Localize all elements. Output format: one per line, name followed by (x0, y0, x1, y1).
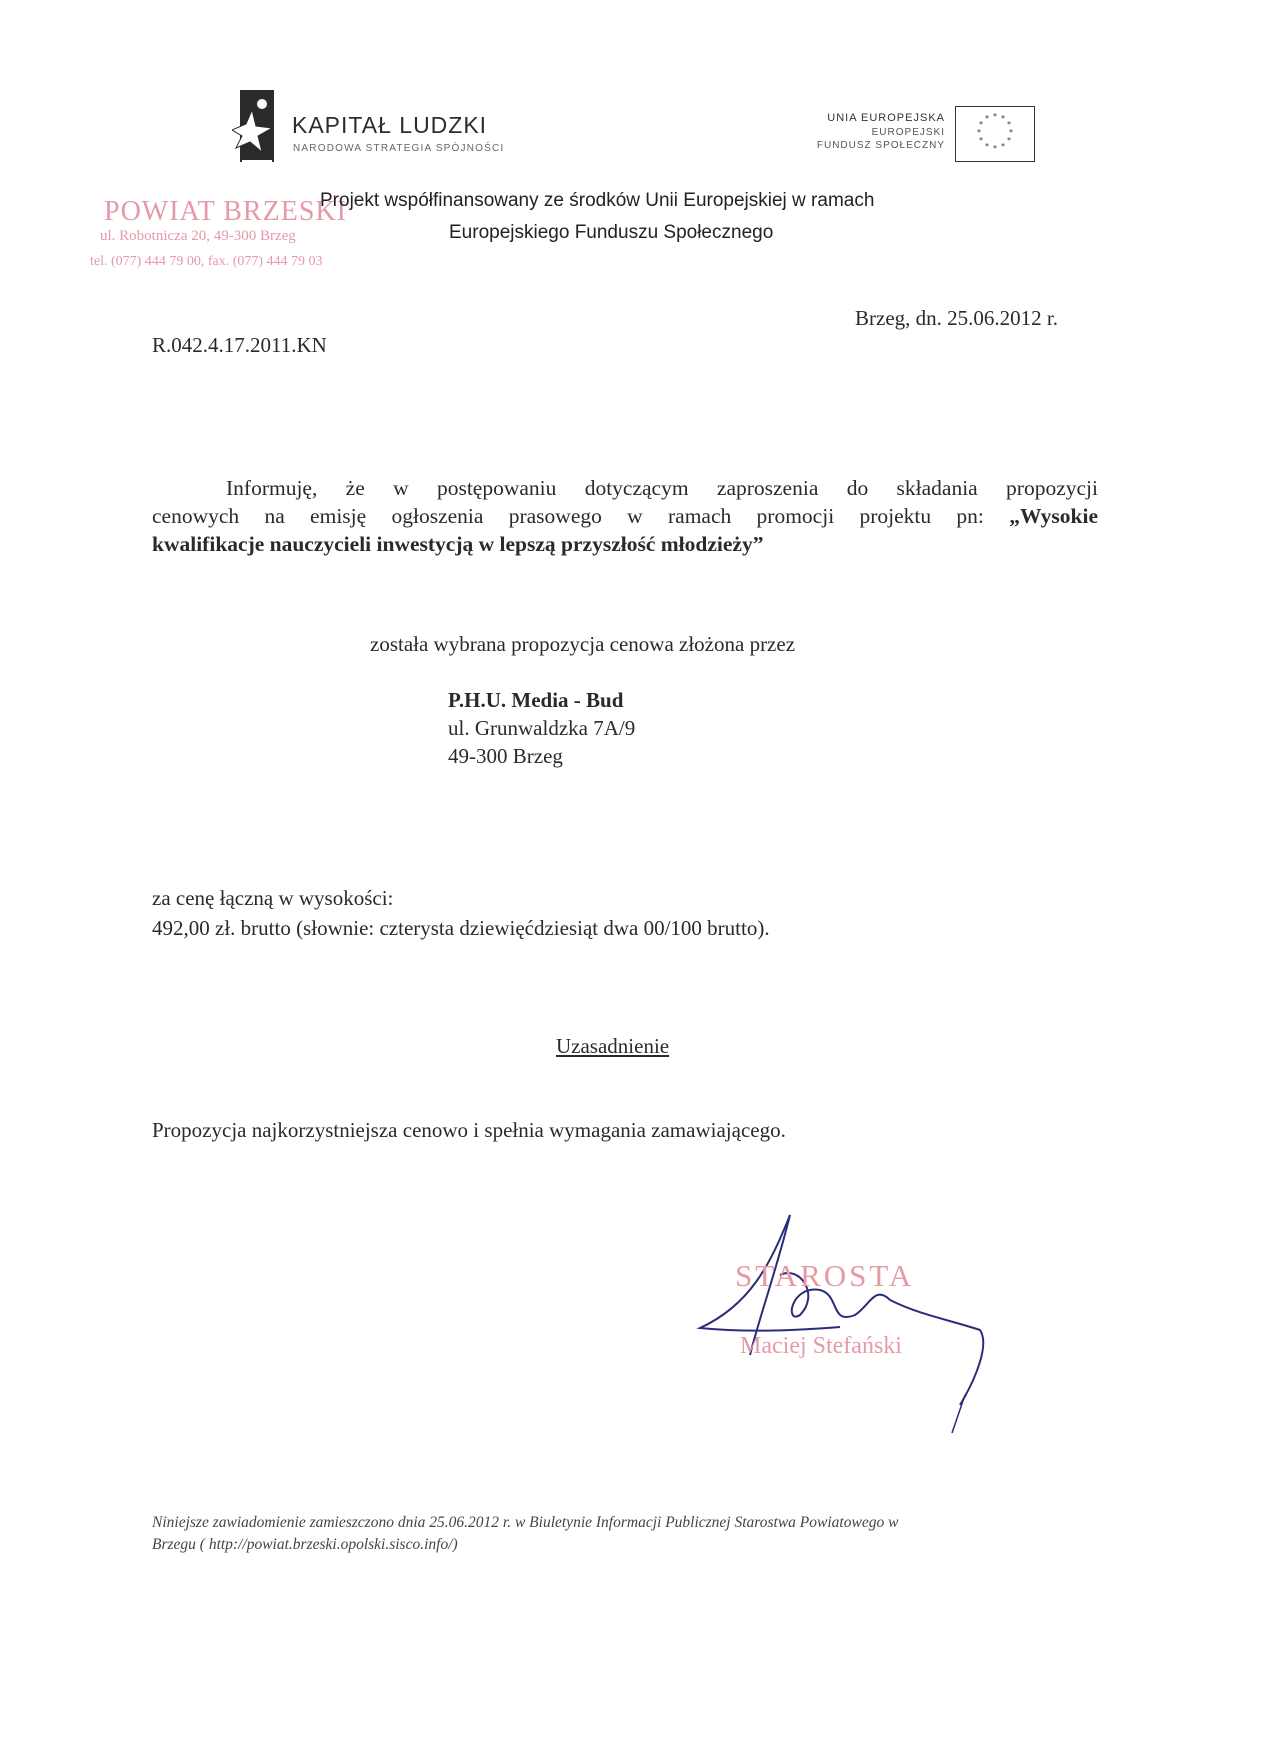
eu-flag-icon (955, 106, 1035, 162)
svg-text:*: * (985, 114, 989, 123)
price-value: 492,00 zł. brutto (słownie: czterysta dziewięćdziesiąt dwa 00/100 brutto). (152, 916, 770, 940)
svg-text:*: * (1007, 136, 1011, 145)
company-city: 49-300 Brzeg (448, 744, 563, 768)
svg-text:*: * (1001, 114, 1005, 123)
svg-text:*: * (979, 120, 983, 129)
svg-text:*: * (993, 112, 997, 121)
justification-heading: Uzasadnienie (556, 1034, 670, 1058)
cofinancing-line2: Europejskiego Funduszu Społecznego (449, 222, 774, 243)
eu-label-line2: EUROPEJSKI (871, 127, 945, 138)
eu-label-line3: FUNDUSZ SPOŁECZNY (816, 140, 945, 151)
svg-text:*: * (1009, 128, 1013, 137)
reference-number: R.042.4.17.2011.KN (152, 333, 327, 357)
svg-text:*: * (993, 144, 997, 153)
paragraph-line2 (152, 502, 1098, 530)
main-paragraph (152, 474, 1098, 558)
kapital-ludzki-logo (232, 90, 276, 168)
svg-text:*: * (977, 128, 981, 137)
footer-note-line1: Niniejsze zawiadomienie zamieszczono dnia 25.06.2012 r. w Biuletynie Informacji Publicznej Starostwa Powiatowego w (152, 1514, 899, 1531)
cofinancing-line1: Projekt współfinansowany ze środków Unii Europejskiej w ramach (320, 190, 875, 211)
project-name-end: kwalifikacje nauczycieli inwestycją w lepszą przyszłość młodzieży” (152, 532, 764, 556)
company-name: P.H.U. Media - Bud (448, 688, 624, 712)
letter-date: Brzeg, dn. 25.06.2012 r. (855, 306, 1058, 330)
paragraph-line1: Informuję, że w postępowaniu dotyczącym zaproszenia do składania propozycji (226, 476, 1098, 500)
svg-text:*: * (1007, 120, 1011, 129)
svg-text:*: * (985, 142, 989, 151)
svg-text:*: * (979, 136, 983, 145)
eu-label-line1: UNIA EUROPEJSKA (827, 112, 945, 124)
price-label: za cenę łączną w wysokości: (152, 886, 394, 910)
kapital-ludzki-subtitle: NARODOWA STRATEGIA SPÓJNOŚCI (293, 143, 505, 154)
stamp-name: POWIAT BRZESKI (104, 196, 347, 227)
stamp-address: ul. Robotnicza 20, 49-300 Brzeg (100, 228, 296, 244)
signature-name: Maciej Stefański (740, 1333, 902, 1359)
svg-text:*: * (1001, 142, 1005, 151)
stamp-phone: tel. (077) 444 79 00, fax. (077) 444 79 03 (90, 254, 323, 269)
project-name-start: „Wysokie (1009, 504, 1098, 528)
selected-offer-text: została wybrana propozycja cenowa złożona przez (370, 632, 796, 656)
signature-title: STAROSTA (735, 1258, 915, 1293)
company-street: ul. Grunwaldzka 7A/9 (448, 716, 636, 740)
kapital-ludzki-title: KAPITAŁ LUDZKI (292, 112, 488, 138)
handwritten-signature (690, 1205, 1000, 1435)
justification-text: Propozycja najkorzystniejsza cenowo i spełnia wymagania zamawiającego. (152, 1118, 786, 1142)
footer-note-line2: Brzegu ( http://powiat.brzeski.opolski.sisco.info/) (152, 1536, 458, 1553)
paragraph-line2-text: cenowych na emisję ogłoszenia prasowego w ramach promocji projektu pn: (152, 504, 1010, 528)
